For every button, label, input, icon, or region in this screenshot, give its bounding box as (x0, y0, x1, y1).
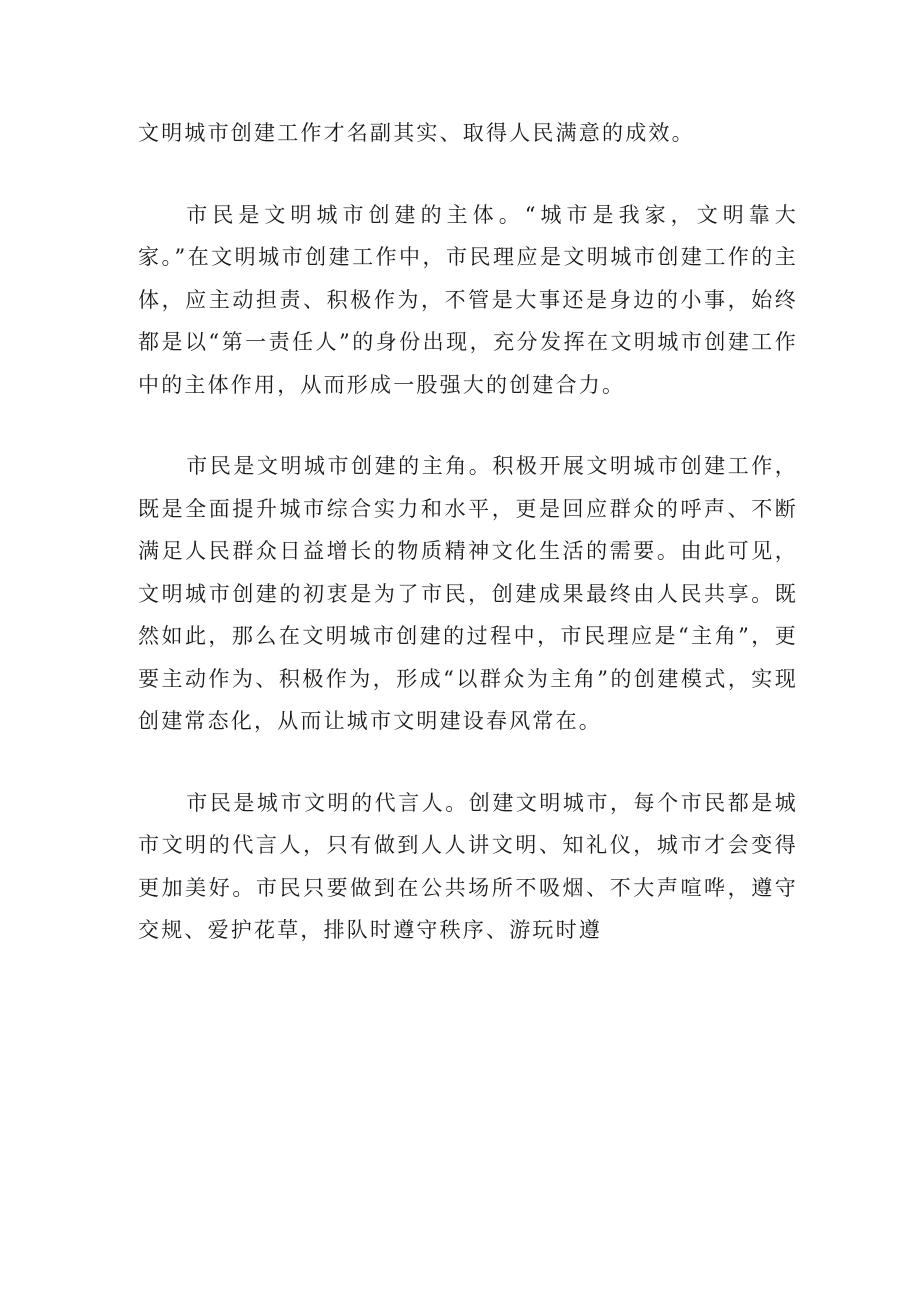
paragraph-continuation: 文明城市创建工作才名副其实、取得人民满意的成效。 (138, 121, 695, 145)
paragraph-subject: 市民是文明城市创建的主体。“城市是我家，文明靠大家。”在文明城市创建工作中，市民理应是文明城市创建工作的主体，应主动担责、积极作为，不管是大事还是身边的小事，始终都是以“第一责任人”的身份出现，充分发挥在文明城市创建工作中的主体作用，从而形成一股强大的创建合力。 (138, 202, 798, 397)
paragraph-spokesperson: 市民是城市文明的代言人。创建文明城市，每个市民都是城市文明的代言人，只有做到人人讲文明、知礼仪，城市才会变得更加美好。市民只要做到在公共场所不吸烟、不大声喧哗，遵守交规、爱护花草，排队时遵守秩序、游玩时遵 (138, 790, 798, 942)
paragraph-protagonist: 市民是文明城市创建的主角。积极开展文明城市创建工作，既是全面提升城市综合实力和水平，更是回应群众的呼声、不断满足人民群众日益增长的物质精神文化生活的需要。由此可见，文明城市创建的初衷是为了市民，创建成果最终由人民共享。既然如此，那么在文明城市创建的过程中，市民理应是“主角”，更要主动作为、积极作为，形成“以群众为主角”的创建模式，实现创建常态化，从而让城市文明建设春风常在。 (138, 454, 798, 733)
document-body (138, 112, 798, 952)
